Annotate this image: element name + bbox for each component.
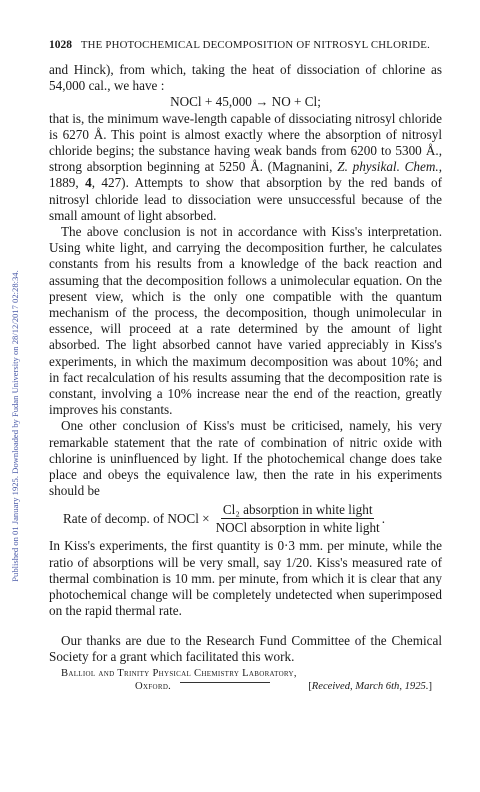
paragraph-1-line-1: and Hinck), from which, taking the heat of dissociation of chlorine: [49, 62, 426, 77]
page-content: [49, 38, 442, 693]
paragraph-3: The above conclusion is not in accordance with Kiss's interpretation. Using white light, and carrying the decomposition further, he calculates constants from his results from a knowledge of the back reaction and assuming that the decomposition follows a unimolecular equation. On the present view, which is the only one compatible with the quantum mechanism of the process, the decomposition, though unimolecular in essence, will proceed at a rate determined by the amount of light absorbed. The light absorbed cannot have varied appreciably in Kiss's experiments, in which the maximum decomposition was about 10%; and in fact recalculation of his results assuming that the decomposition rate is constant, involving a 10% increase near the end of the reaction, greatly improves his constants.: [49, 224, 442, 418]
formula-suffix: .: [381, 510, 386, 526]
paragraph-2: [49, 111, 442, 224]
section-gap: [49, 620, 442, 633]
paragraph-4: One other conclusion of Kiss's must be criticised, namely, his very remarkable statement that the rate of combination of nitric oxide with chlorine is uninfluenced by light. If the photochemical change does take place and obeys the equivalence law, then the rate in his experiments should be: [49, 418, 442, 499]
paragraph-1-line-2: as 54,000 cal., we have :: [49, 62, 442, 94]
city-name: Oxford.: [135, 680, 172, 692]
fraction-denominator: NOCl absorption in white light: [215, 520, 380, 536]
author-address: [49, 667, 442, 693]
download-watermark: [0, 96, 30, 756]
end-rule: [180, 682, 270, 683]
formula-prefix: Rate of decomp. of NOCl ×: [63, 510, 210, 526]
fraction-numerator: Cl₂ absorption in white light: [222, 502, 373, 518]
received-label: Received: [311, 680, 350, 692]
journal-name: Z. physikal. Chem.: [337, 159, 439, 175]
rate-formula: [63, 502, 442, 535]
paragraph-5: In Kiss's experiments, the first quantity is 0·3 mm. per minute, while the ratio of absorptions will be very small, say 1/20. Kiss's measured rate of thermal combination is 10 mm. per minute, from which it is clear that any photochemical change will be completely undetected when superimposed on the rapid thermal rate.: [49, 538, 442, 619]
institution-name: Balliol and Trinity Physical Chemistry Laboratory,: [61, 667, 297, 679]
page-header: [49, 38, 442, 52]
received-date: , March 6th, 1925.: [350, 680, 429, 692]
received-note: [Received, March 6th, 1925.]: [308, 680, 432, 692]
page-number: 1028: [49, 39, 72, 51]
journal-volume: 4: [85, 175, 92, 191]
acknowledgement: Our thanks are due to the Research Fund Committee of the Chemical Society for a grant which facilitated this work.: [49, 632, 442, 664]
journal-year: , 1889,: [49, 159, 442, 191]
reaction-equation: NOCl + 45,000 → NO + Cl;: [170, 94, 321, 110]
article-body: [49, 62, 442, 665]
running-title: THE PHOTOCHEMICAL DECOMPOSITION OF NITROSYL CHLORIDE.: [80, 39, 430, 51]
absorption-ratio: [214, 502, 382, 535]
paragraph-2-text-a: that is, the minimum wave-length capable of dissociating nitrosyl chloride is 6270 Å. This point is almost exactly where the absorption of nitrosyl chloride begins; the substance having weak bands from 6200 to 5300 Å., strong absorption beginning at 5250 Å. (Magnanini,: [49, 110, 442, 175]
paragraph-1: [49, 62, 442, 94]
download-watermark-text: Published on 01 January 1925. Downloaded by Fudan University on 28/12/2017 02:28:34.: [10, 270, 20, 582]
paragraph-2-text-b: , 427). Attempts to show that absorption by the red bands of nitrosyl chloride lead to dissociation were unsuccessful because of the small amount of light absorbed.: [49, 175, 443, 223]
